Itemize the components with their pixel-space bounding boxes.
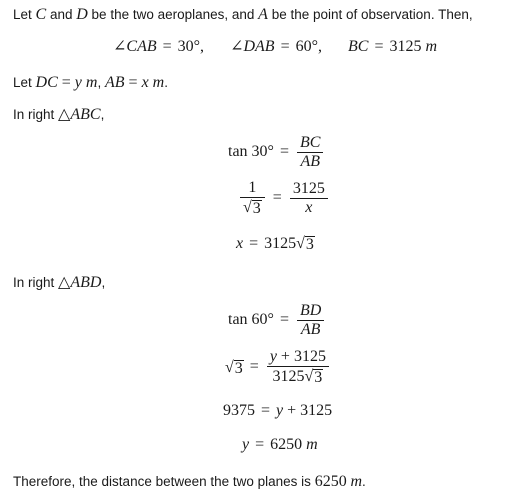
- triangle-name: ABC: [70, 106, 101, 123]
- intro-text: and: [46, 7, 77, 22]
- numerator: BD: [299, 302, 322, 319]
- intro-text: be the two aeroplanes, and: [87, 7, 259, 22]
- equation-9375: 9375 = y + 3125: [223, 402, 333, 419]
- equation-x: x = 3125 √ 3: [236, 235, 314, 253]
- var-c: C: [35, 6, 47, 23]
- triangle-abc-heading: [13, 104, 104, 124]
- sqrt-icon: √ 3: [243, 199, 261, 217]
- equation-tan60: tan 60° = $\frac{BD}{AB}$: [228, 302, 326, 339]
- var-x: x: [236, 235, 244, 252]
- unit-m: m: [148, 74, 165, 91]
- sqrt-icon: √ 3: [304, 368, 323, 386]
- var-y: y: [269, 348, 277, 365]
- angle-dab: ∠DAB: [230, 38, 275, 55]
- unit-m: m: [81, 74, 98, 91]
- numerator: 3125: [292, 179, 325, 197]
- intro-text: be the point of observation. Then,: [267, 7, 473, 22]
- denominator: AB: [300, 321, 321, 338]
- comma: ,: [97, 75, 105, 90]
- distance-value: 6250: [314, 473, 347, 490]
- rhs-rest: + 3125: [283, 402, 333, 419]
- var-dc: DC: [35, 74, 58, 91]
- triangle-abd-heading: [13, 272, 105, 292]
- equation-sqrt3: √ 3 = y + 3125 3125 √ 3: [225, 348, 331, 386]
- equals: =: [57, 74, 75, 91]
- tan30-lhs: tan 30°: [228, 143, 274, 161]
- denominator: 3125: [272, 368, 305, 385]
- triangle-icon: △: [58, 106, 71, 123]
- var-y: y: [276, 402, 284, 419]
- equation-ratio: 1 √ 3 = $\frac{3125}{x}$: [238, 179, 330, 217]
- var-x: x: [141, 74, 149, 91]
- fraction: [297, 134, 323, 171]
- given-equation: ∠CAB = 30°, ∠DAB = 60°, BC = 3125 m: [113, 38, 438, 55]
- coefficient: 3125: [264, 235, 297, 252]
- intro-line: [13, 6, 473, 24]
- period: .: [362, 474, 366, 489]
- fraction: [267, 348, 329, 386]
- bc-value: 3125: [389, 38, 422, 55]
- radicand: 3: [305, 236, 314, 253]
- fraction: [297, 302, 324, 339]
- tan60-lhs: tan 60°: [228, 311, 274, 329]
- heading-text: In right: [13, 107, 59, 122]
- sqrt-icon: √ 3: [296, 235, 314, 253]
- conclusion-text: Therefore, the distance between the two planes is: [13, 474, 315, 489]
- var-a: A: [258, 6, 268, 23]
- lhs-value: 9375: [223, 402, 255, 419]
- fraction: [290, 180, 328, 217]
- intro-text: Let: [13, 7, 36, 22]
- var-y: y: [242, 436, 250, 453]
- numerator: 1: [248, 179, 257, 196]
- angle-cab-value: 30°,: [177, 38, 205, 55]
- var-d: D: [76, 6, 88, 23]
- angle-cab: ∠CAB: [113, 38, 157, 55]
- comma: ,: [101, 275, 106, 290]
- var-y: y: [74, 74, 82, 91]
- unit-m: m: [425, 38, 438, 55]
- radicand: 3: [252, 200, 261, 217]
- bc-label: BC: [348, 38, 369, 55]
- comma: ,: [100, 107, 105, 122]
- unit-m: m: [306, 436, 318, 453]
- sqrt-icon: √ 3: [225, 358, 243, 377]
- fraction: [240, 179, 265, 217]
- conclusion-line: [13, 473, 366, 491]
- numerator: BC: [299, 134, 321, 151]
- period: .: [164, 75, 168, 90]
- equation-tan30: tan 30° = $\frac{BC}{AB}$: [228, 134, 325, 171]
- let-line: [13, 74, 168, 92]
- equation-y: y = 6250 m: [242, 436, 318, 453]
- radicand: 3: [314, 369, 323, 386]
- unit-m: m: [350, 473, 363, 490]
- heading-text: In right: [13, 275, 59, 290]
- radicand: 3: [234, 359, 243, 377]
- angle-dab-value: 60°,: [295, 38, 323, 55]
- denominator: x: [305, 198, 313, 216]
- numerator-rest: + 3125: [276, 348, 326, 365]
- equals: =: [124, 74, 142, 91]
- y-value: 6250: [270, 436, 303, 453]
- triangle-icon: △: [58, 274, 71, 291]
- let-text: Let: [13, 75, 36, 90]
- triangle-name: ABD: [70, 274, 102, 291]
- denominator: AB: [300, 153, 320, 170]
- var-ab: AB: [104, 74, 125, 91]
